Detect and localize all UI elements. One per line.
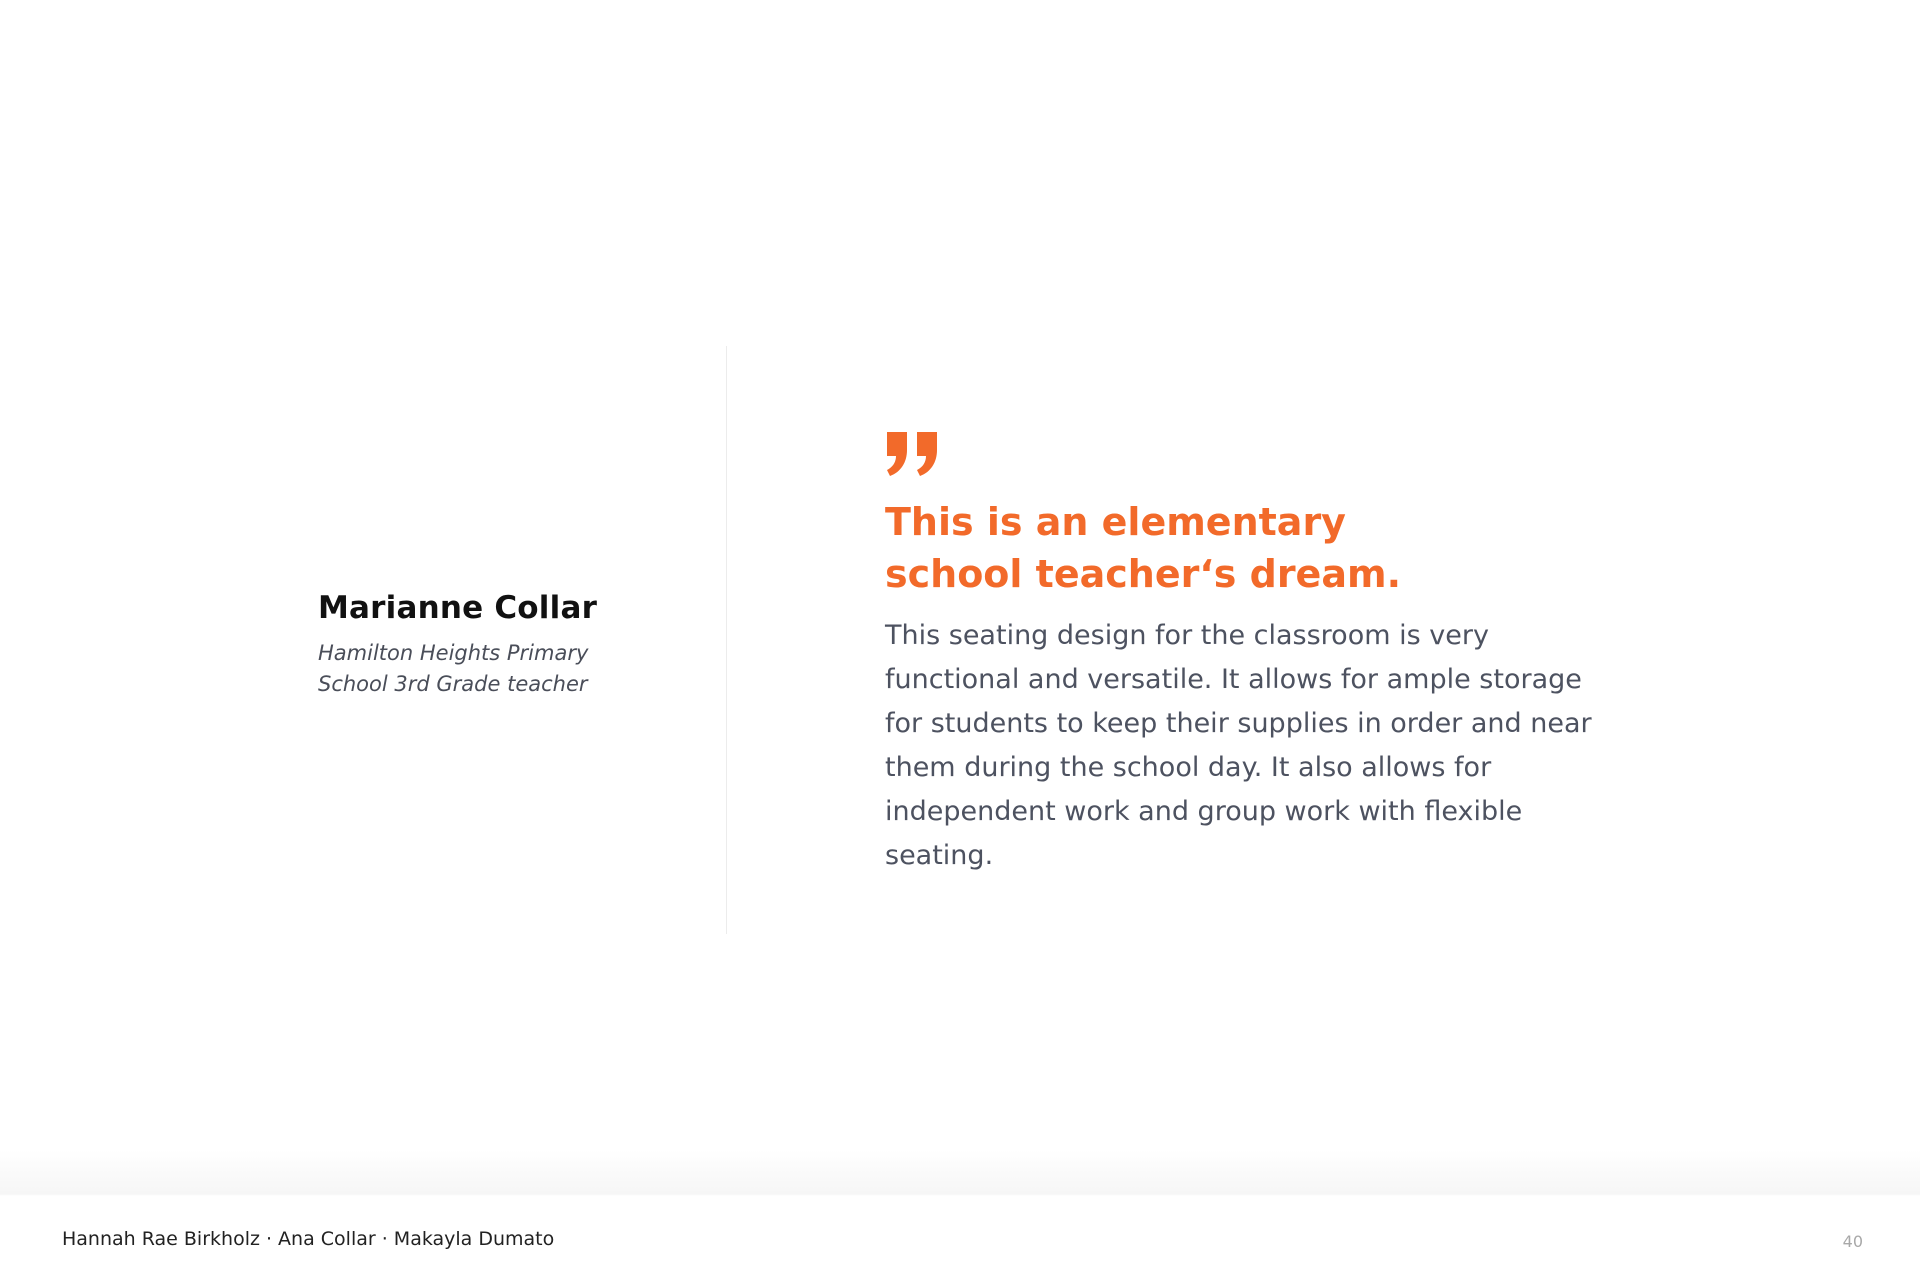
- vertical-divider: [726, 346, 727, 934]
- quote-headline-line-1: This is an elementary: [885, 500, 1346, 544]
- page-number: 40: [1842, 1232, 1863, 1251]
- attribution-block: [318, 588, 678, 700]
- footer-credits: Hannah Rae Birkholz · Ana Collar · Makayla Dumato: [62, 1228, 555, 1250]
- quote-body: This seating design for the classroom is very functional and versatile. It allows for ample storage for students to keep their supplies in order and near them during the school day. It also allows for independent work and group work with flexible seating.: [885, 620, 1592, 871]
- footer-bar: [0, 1150, 1920, 1279]
- quote-headline-line-2: school teacher‘s dream.: [885, 552, 1402, 596]
- person-name: Marianne Collar: [318, 590, 598, 626]
- testimonial-quote: [885, 432, 1645, 878]
- quote-headline: [885, 496, 1445, 600]
- quotation-mark-icon: [885, 432, 941, 476]
- person-role: Hamilton Heights Primary School 3rd Grade teacher: [318, 641, 589, 696]
